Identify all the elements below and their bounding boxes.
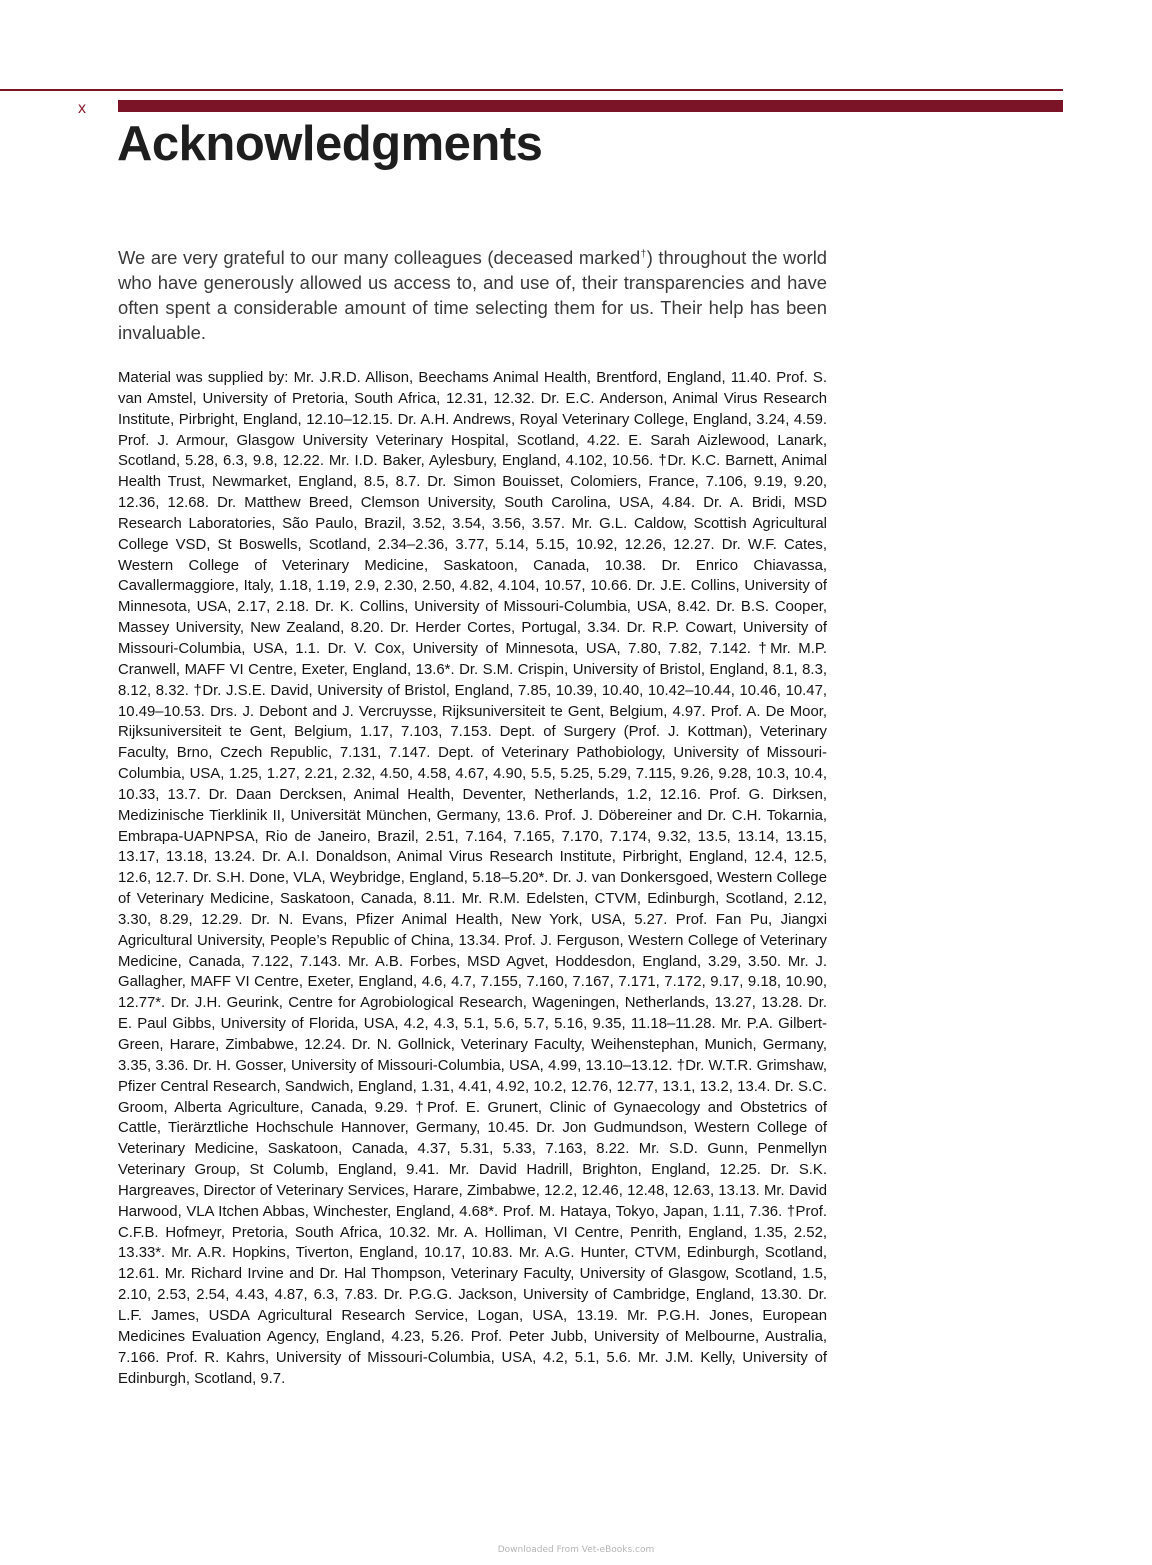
deceased-mark: † (640, 248, 647, 260)
heading-bar (118, 100, 1063, 112)
download-watermark[interactable]: Downloaded From Vet-eBooks.com (497, 1545, 655, 1555)
intro-paragraph (118, 245, 827, 345)
top-rule (0, 89, 1063, 91)
intro-text-before: We are very grateful to our many colleagues (deceased marked (118, 247, 641, 268)
intro-text-after: ) throughout the world who have generously allowed us access to, and use of, their transparencies and have often spent a considerable amount of time selecting them for us. Their help has been invaluable. (118, 247, 828, 343)
page-number: x (78, 100, 86, 117)
page-title: Acknowledgments (117, 117, 543, 171)
material-paragraph: Material was supplied by: Mr. J.R.D. Allison, Beechams Animal Health, Brentford, England, 11.40. Prof. S. van Amstel, University of Pretoria, South Africa, 12.31, 12.32. Dr. E.C. Anderson, Animal Virus Research Institute, Pirbright, England, 12.10–12.15. Dr. A.H. Andrews, Royal Veterinary College, England, 3.24, 4.59. Prof. J. Armour, Glasgow University Veterinary Hospital, Scotland, 4.22. E. Sarah Aizlewood, Lanark, Scotland, 5.28, 6.3, 9.8, 12.22. Mr. I.D. Baker, Aylesbury, England, 4.102, 10.56. †Dr. K.C. Barnett, Animal Health Trust, Newmarket, England, 8.5, 8.7. Dr. Simon Bouisset, Colomiers, France, 7.106, 9.19, 9.20, 12.36, 12.68. Dr. Matthew Breed, Clemson University, South Carolina, USA, 4.84. Dr. A. Bridi, MSD Research Laboratories, São Paulo, Brazil, 3.52, 3.54, 3.56, 3.57. Mr. G.L. Caldow, Scottish Agricultural College VSD, St Boswells, Scotland, 2.34–2.36, 3.77, 5.14, 5.15, 10.92, 12.26, 12.27. Dr. W.F. Cates, Western College of Veterinary Medicine, Saskatoon, Canada, 10.38. Dr. Enrico Chiavassa, Cavallermaggiore, Italy, 1.18, 1.19, 2.9, 2.30, 2.50, 4.82, 4.104, 10.57, 10.66. Dr. J.E. Collins, University of Minnesota, USA, 2.17, 2.18. Dr. K. Collins, University of Missouri-Columbia, USA, 8.42. Dr. B.S. Cooper, Massey University, New Zealand, 8.20. Dr. Herder Cortes, Portugal, 3.34. Dr. R.P. Cowart, University of Missouri-Columbia, USA, 1.1. Dr. V. Cox, University of Minnesota, USA, 7.80, 7.82, 7.142. †Mr. M.P. Cranwell, MAFF VI Centre, Exeter, England, 13.6*. Dr. S.M. Crispin, University of Bristol, England, 8.1, 8.3, 8.12, 8.32. †Dr. J.S.E. David, University of Bristol, England, 7.85, 10.39, 10.40, 10.42–10.44, 10.46, 10.47, 10.49–10.53. Drs. J. Debont and J. Vercruysse, Rijksuniversiteit te Gent, Belgium, 4.97. Prof. A. De Moor, Rijksuniversiteit te Gent, Belgium, 1.17, 7.103, 7.153. Dept. of Surgery (Prof. J. Kottman), Veterinary Faculty, Brno, Czech Republic, 7.131, 7.147. Dept. of Veterinary Pathobiology, University of Missouri-Columbia, USA, 1.25, 1.27, 2.21, 2.32, 4.50, 4.58, 4.67, 4.90, 5.5, 5.25, 5.29, 7.115, 9.26, 9.28, 10.3, 10.4, 10.33, 13.7. Dr. Daan Dercksen, Animal Health, Deventer, Netherlands, 1.2, 12.16. Prof. G. Dirksen, Medizinische Tierklinik II, Universität München, Germany, 13.6. Prof. J. Döbereiner and Dr. C.H. Tokarnia, Embrapa-UAPNPSA, Rio de Janeiro, Brazil, 2.51, 7.164, 7.165, 7.170, 7.174, 9.32, 13.5, 13.14, 13.15, 13.17, 13.18, 13.24. Dr. A.I. Donaldson, Animal Virus Research Institute, Pirbright, England, 12.4, 12.5, 12.6, 12.7. Dr. S.H. Done, VLA, Weybridge, England, 5.18–5.20*. Dr. J. van Donkersgoed, Western College of Veterinary Medicine, Saskatoon, Canada, 8.11. Mr. R.M. Edelsten, CTVM, Edinburgh, Scotland, 2.12, 3.30, 8.29, 12.29. Dr. N. Evans, Pfizer Animal Health, New York, USA, 5.27. Prof. Fan Pu, Jiangxi Agricultural University, People’s Republic of China, 13.34. Prof. J. Ferguson, Western College of Veterinary Medicine, Canada, 7.122, 7.143. Mr. A.B. Forbes, MSD Agvet, Hoddesdon, England, 3.29, 3.50. Mr. J. Gallagher, MAFF VI Centre, Exeter, England, 4.6, 4.7, 7.155, 7.160, 7.167, 7.171, 7.172, 9.17, 9.18, 10.90, 12.77*. Dr. J.H. Geurink, Centre for Agrobiological Research, Wageningen, Netherlands, 13.27, 13.28. Dr. E. Paul Gibbs, University of Florida, USA, 4.2, 4.3, 5.1, 5.6, 5.7, 5.16, 9.35, 11.18–11.28. Mr. P.A. Gilbert-Green, Harare, Zimbabwe, 12.24. Dr. N. Gollnick, Veterinary Faculty, Weihenstephan, Munich, Germany, 3.35, 3.36. Dr. H. Gosser, University of Missouri-Columbia, USA, 4.99, 13.10–13.12. †Dr. W.T.R. Grimshaw, Pfizer Central Research, Sandwich, England, 1.31, 4.41, 4.92, 10.2, 12.76, 12.77, 13.1, 13.2, 13.4. Dr. S.C. Groom, Alberta Agriculture, Canada, 9.29. †Prof. E. Grunert, Clinic of Gynaecology and Obstetrics of Cattle, Tierärztliche Hochschule Hannover, Germany, 10.45. Dr. Jon Gudmundson, Western College of Veterinary Medicine, Saskatoon, Canada, 4.37, 5.31, 5.33, 7.163, 8.22. Mr. S.D. Gunn, Penmellyn Veterinary Group, St Columb, England, 9.41. Mr. David Hadrill, Brighton, England, 12.25. Dr. S.K. Hargreaves, Director of Veterinary Services, Harare, Zimbabwe, 12.2, 12.46, 12.48, 12.63, 13.13. Mr. David Harwood, VLA Itchen Abbas, Winchester, England, 4.68*. Prof. M. Hataya, Tokyo, Japan, 1.11, 7.36. †Prof. C.F.B. Hofmeyr, Pretoria, South Africa, 10.32. Mr. A. Holliman, VI Centre, Penrith, England, 1.35, 2.52, 13.33*. Mr. A.R. Hopkins, Tiverton, England, 10.17, 10.83. Mr. A.G. Hunter, CTVM, Edinburgh, Scotland, 12.61. Mr. Richard Irvine and Dr. Hal Thompson, Veterinary Faculty, University of Glasgow, Scotland, 1.5, 2.10, 2.53, 2.54, 4.43, 4.87, 6.3, 7.83. Dr. P.G.G. Jackson, University of Cambridge, England, 13.30. Dr. L.F. James, USDA Agricultural Research Service, Logan, USA, 13.19. Mr. P.G.H. Jones, European Medicines Evaluation Agency, England, 4.23, 5.26. Prof. Peter Jubb, University of Melbourne, Australia, 7.166. Prof. R. Kahrs, University of Missouri-Columbia, USA, 4.2, 5.1, 5.6. Mr. J.M. Kelly, University of Edinburgh, Scotland, 9.7. (118, 370, 827, 1387)
